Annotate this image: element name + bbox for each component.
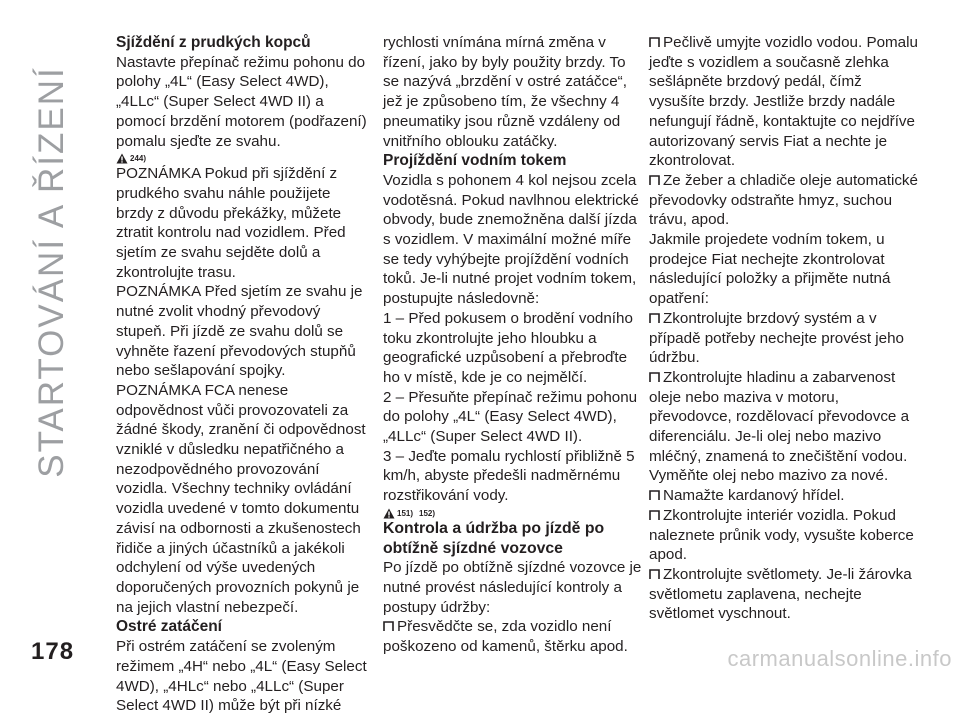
paragraph: Při ostrém zatáčení se zvoleným režimem „4H“ nebo „4L“ (Easy Select 4WD), „4HLc“ nebo „4LLc“ (Super Select 4WD II) může být při nízké [116,638,367,715]
bullet-square-icon [649,372,660,383]
bullet-square-icon [649,490,660,501]
list-item: Zkontrolujte hladinu a zabarvenost oleje nebo maziva v motoru, převodovce, rozdělovací převodovce a diferenciálu. Je-li olej nebo mazivo mléčný, znamená to znečištění vodou. Vyměňte olej nebo mazivo za nové. [649,368,910,485]
heading-maintenance: Kontrola a údržba po jízdě po obtížně sjízdné vozovce [383,519,605,557]
note: POZNÁMKA Před sjetím ze svahu je nutné zvolit vhodný převodový stupeň. Při jízdě ze svahu dolů se vyhněte řazení převodových stupňů nebo sešlapování spojky. [116,283,363,380]
paragraph: Jakmile projedete vodním tokem, u prodejce Fiat nechejte zkontrolovat následující položky a přijměte nutná opatření: [649,231,891,308]
list-item: Pečlivě umyjte vozidlo vodou. Pomalu jeďte s vozidlem a současně zlehka sešlápněte brzdový pedál, čímž vysušíte brzdy. Jestliže brzdy nadále nefungují řádně, kontaktujte co nejdříve autorizovaný servis Fiat a nechte je zkontrolovat. [649,34,918,170]
watermark: carmanualsonline.info [727,646,952,671]
bullet-square-icon [649,569,660,580]
heading-sharp-cornering: Ostré zatáčení [116,618,222,636]
warning-reference [383,508,645,519]
column-2 [383,33,645,657]
list-item: Zkontrolujte interiér vozidla. Pokud naleznete průnik vody, vysušte koberce apod. [649,506,914,564]
list-item: Zkontrolujte světlomety. Je-li žárovka světlometu zaplavena, nechejte světlomet vyschnout. [649,565,912,623]
bullet-square-icon [383,621,394,632]
warning-reference [116,153,371,164]
reference-number: 151) [397,508,414,518]
page-number: 178 [31,638,75,665]
list-item: Zkontrolujte brzdový systém a v případě potřeby nechejte provést jeho údržbu. [649,309,904,367]
bullet-square-icon [649,175,660,186]
note: POZNÁMKA Pokud při sjíždění z prudkého svahu náhle použijete brzdy z důvodu překážky, můžete ztratit kontrolu nad vozidlem. Před sjetím ze svahu sejděte dolů a zkontrolujte trasu. [116,165,346,281]
bullet-square-icon [649,37,660,48]
paragraph: rychlosti vnímána mírná změna v řízení, jako by byly použity brzdy. To se nazývá „brzdění v ostré zatáčce“, jež je způsobeno tím, že všechny 4 pneumatiky jsou různě vzdáleny od vnitřního oblouku zatáčky. [383,34,627,150]
reference-number: 244) [130,154,147,164]
warning-triangle-icon [116,153,128,164]
bullet-square-icon [649,313,660,324]
heading-steep-descent: Sjíždění z prudkých kopců [116,34,311,51]
step-2: 2 – Přesuňte přepínač režimu pohonu do polohy „4L“ (Easy Select 4WD), „4LLc“ (Super Select 4WD II). [383,388,638,446]
bullet-square-icon [649,510,660,521]
paragraph: Vozidla s pohonem 4 kol nejsou zcela vodotěsná. Pokud navlhnou elektrické obvody, bude znemožněna další jízda s vozidlem. V maximální možné míře se tedy vyhýbejte projíždění vodních toků. Je-li nutné projet vodním tokem, postupujte následovně: [383,171,639,308]
note: POZNÁMKA FCA nenese odpovědnost vůči provozovateli za žádné škody, zranění či odpovědnost vzniklé v důsledku nepatřičného a nezodpovědného provozování vozidla. Všechny techniky ovládání vozidla uvedené v tomto dokumentu závisí na odbornosti a zkušenostech řidiče a jiných účastníků a jakékoli odchylení od výše uvedených doporučených provozních pokynů je na jejich vlastní nebezpečí. [116,381,366,616]
column-3 [649,33,919,624]
heading-water-crossing: Projíždění vodním tokem [383,152,567,170]
step-3: 3 – Jeďte pomalu rychlostí přibližně 5 km/h, abyste předešli nadměrnému rozstřikování vody. [383,447,635,505]
paragraph: Nastavte přepínač režimu pohonu do polohy „4L“ (Easy Select 4WD), „4LLc“ (Super Select 4WD II) a pomocí brzdění motorem (podřazení) pomalu sjeďte ze svahu. [116,53,367,150]
list-item: Namažte kardanový hřídel. [649,486,919,506]
step-1: 1 – Před pokusem o brodění vodního toku zkontrolujte jeho hloubku a geografické uzpůsobení a přebroďte ho v místě, kde je co nejmělčí. [383,309,633,386]
reference-number: 152) [419,508,436,518]
section-title-vertical: STARTOVÁNÍ A ŘÍZENÍ [32,66,71,478]
list-item: Ze žeber a chladiče oleje automatické převodovky odstraňte hmyz, suchou trávu, apod. [649,171,918,229]
list-item: Přesvědčte se, zda vozidlo není poškozeno od kamenů, štěrku apod. [383,618,628,656]
warning-triangle-icon [383,508,395,519]
paragraph: Po jízdě po obtížně sjízdné vozovce je nutné provést následující kontroly a postupy údržby: [383,559,642,616]
column-1 [116,33,371,716]
